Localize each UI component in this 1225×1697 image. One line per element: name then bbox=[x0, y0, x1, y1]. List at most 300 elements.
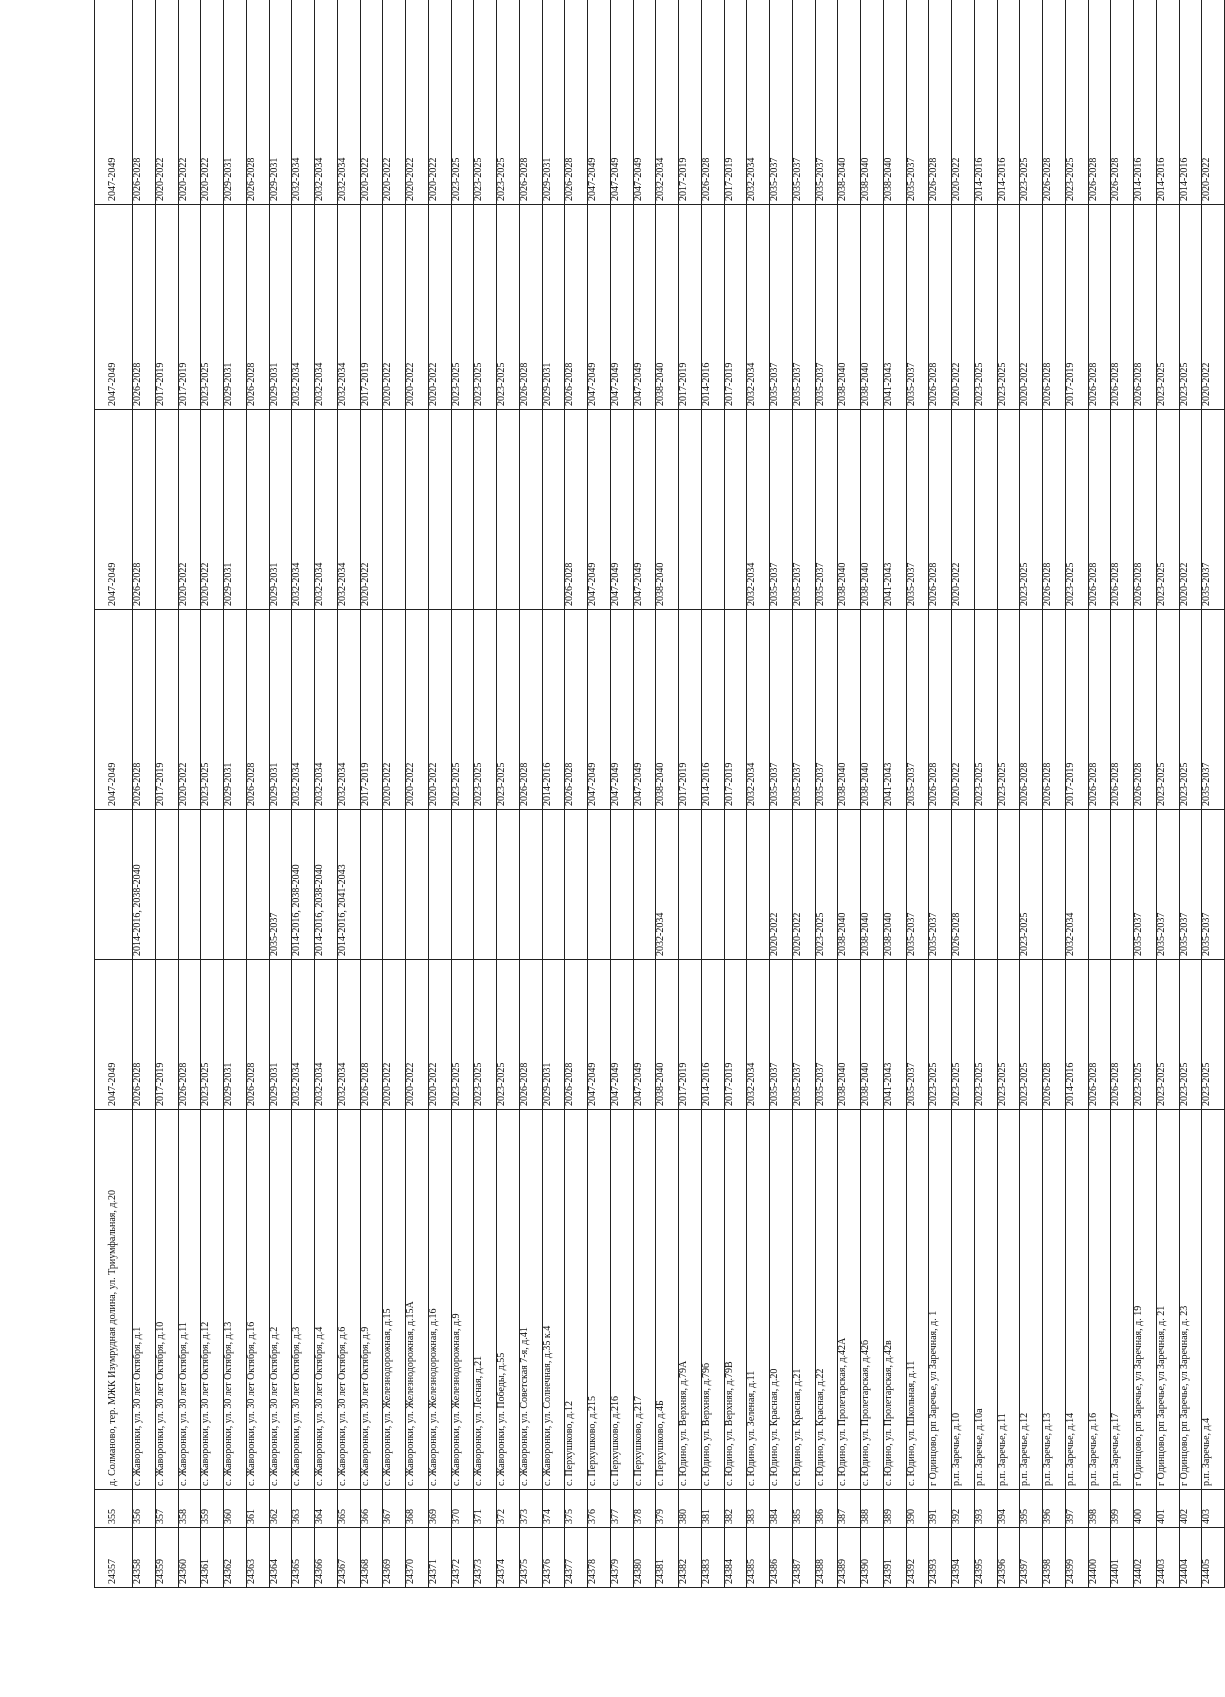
year-range-1-cell: 2041-2043 bbox=[883, 960, 906, 1110]
year-range-2-cell bbox=[178, 810, 201, 960]
year-range-5-cell: 2047-2049 bbox=[588, 205, 611, 410]
year-range-6-cell: 2032-2034 bbox=[315, 0, 338, 205]
year-range-2-cell bbox=[1111, 810, 1134, 960]
item-number-cell: 377 bbox=[610, 1490, 633, 1528]
year-range-3-cell: 2026-2028 bbox=[565, 610, 588, 810]
year-range-6-cell: 2014-2016 bbox=[997, 0, 1020, 205]
table-row bbox=[1134, 0, 1157, 1588]
address-cell: с. Жаворонки, ул. Лесная, д.21 bbox=[474, 1110, 497, 1490]
table-row bbox=[428, 0, 451, 1588]
table-row bbox=[610, 0, 633, 1588]
year-range-3-cell: 2047-2049 bbox=[95, 610, 133, 810]
year-range-1-cell: 2026-2028 bbox=[519, 960, 542, 1110]
address-cell: с. Юдино, ул. Верхняя, д.79В bbox=[724, 1110, 747, 1490]
year-range-1-cell: 2014-2016 bbox=[701, 960, 724, 1110]
table-row bbox=[861, 0, 884, 1588]
year-range-6-cell: 2047-2049 bbox=[610, 0, 633, 205]
year-range-3-cell: 2041-2043 bbox=[883, 610, 906, 810]
row-id-cell: 24392 bbox=[906, 1528, 929, 1588]
address-cell: р.п. Заречье, д.14 bbox=[1065, 1110, 1088, 1490]
year-range-6-cell: 2020-2022 bbox=[360, 0, 383, 205]
row-id-cell: 24369 bbox=[383, 1528, 406, 1588]
address-cell: р.п. Заречье, д.13 bbox=[1043, 1110, 1066, 1490]
row-id-cell: 24366 bbox=[315, 1528, 338, 1588]
item-number-cell: 399 bbox=[1111, 1490, 1134, 1528]
year-range-6-cell: 2023-2025 bbox=[1065, 0, 1088, 205]
year-range-1-cell: 2023-2025 bbox=[974, 960, 997, 1110]
table-row bbox=[1111, 0, 1134, 1588]
address-cell: с. Юдино, ул. Красная, д.20 bbox=[770, 1110, 793, 1490]
year-range-3-cell: 2026-2028 bbox=[1088, 610, 1111, 810]
item-number-cell: 403 bbox=[1202, 1490, 1225, 1528]
year-range-1-cell: 2023-2025 bbox=[929, 960, 952, 1110]
row-id-cell: 24388 bbox=[815, 1528, 838, 1588]
year-range-3-cell: 2023-2025 bbox=[974, 610, 997, 810]
address-cell: р.п. Заречье, д.11 bbox=[997, 1110, 1020, 1490]
address-cell: с. Жаворонки, ул. 30 лет Октября, д.2 bbox=[269, 1110, 292, 1490]
year-range-6-cell: 2023-2025 bbox=[474, 0, 497, 205]
row-id-cell: 24385 bbox=[747, 1528, 770, 1588]
year-range-1-cell: 2032-2034 bbox=[337, 960, 360, 1110]
year-range-4-cell: 2026-2028 bbox=[1134, 410, 1157, 610]
item-number-cell: 391 bbox=[929, 1490, 952, 1528]
year-range-3-cell: 2023-2025 bbox=[1156, 610, 1179, 810]
item-number-cell: 395 bbox=[1020, 1490, 1043, 1528]
year-range-3-cell: 2038-2040 bbox=[838, 610, 861, 810]
item-number-cell: 357 bbox=[155, 1490, 178, 1528]
year-range-6-cell: 2038-2040 bbox=[883, 0, 906, 205]
table-row bbox=[224, 0, 247, 1588]
year-range-2-cell: 2014-2016, 2041-2043 bbox=[337, 810, 360, 960]
year-range-2-cell bbox=[565, 810, 588, 960]
table-row bbox=[701, 0, 724, 1588]
year-range-2-cell: 2032-2034 bbox=[656, 810, 679, 960]
year-range-5-cell: 2029-2031 bbox=[224, 205, 247, 410]
address-cell: с. Перхушково, д.12 bbox=[565, 1110, 588, 1490]
year-range-6-cell: 2020-2022 bbox=[952, 0, 975, 205]
item-number-cell: 379 bbox=[656, 1490, 679, 1528]
item-number-cell: 397 bbox=[1065, 1490, 1088, 1528]
row-id-cell: 24359 bbox=[155, 1528, 178, 1588]
item-number-cell: 400 bbox=[1134, 1490, 1157, 1528]
year-range-1-cell: 2029-2031 bbox=[269, 960, 292, 1110]
year-range-6-cell: 2017-2019 bbox=[724, 0, 747, 205]
year-range-4-cell bbox=[474, 410, 497, 610]
year-range-6-cell: 2020-2022 bbox=[155, 0, 178, 205]
year-range-2-cell: 2014-2016, 2038-2040 bbox=[133, 810, 156, 960]
item-number-cell: 382 bbox=[724, 1490, 747, 1528]
year-range-3-cell: 2029-2031 bbox=[269, 610, 292, 810]
year-range-6-cell: 2020-2022 bbox=[1202, 0, 1225, 205]
year-range-1-cell: 2023-2025 bbox=[1156, 960, 1179, 1110]
year-range-2-cell bbox=[428, 810, 451, 960]
table-row bbox=[952, 0, 975, 1588]
year-range-3-cell: 2035-2037 bbox=[792, 610, 815, 810]
year-range-4-cell: 2047-2049 bbox=[588, 410, 611, 610]
year-range-6-cell: 2026-2028 bbox=[133, 0, 156, 205]
row-id-cell: 24396 bbox=[997, 1528, 1020, 1588]
row-id-cell: 24370 bbox=[406, 1528, 429, 1588]
item-number-cell: 386 bbox=[815, 1490, 838, 1528]
item-number-cell: 364 bbox=[315, 1490, 338, 1528]
address-cell: с. Перхушково, д.215 bbox=[588, 1110, 611, 1490]
row-id-cell: 24400 bbox=[1088, 1528, 1111, 1588]
row-id-cell: 24357 bbox=[95, 1528, 133, 1588]
row-id-cell: 24405 bbox=[1202, 1528, 1225, 1588]
address-cell: с. Юдино, ул. Верхняя, д.79б bbox=[701, 1110, 724, 1490]
address-cell: с. Жаворонки, ул. Железнодорожная, д.16 bbox=[428, 1110, 451, 1490]
table-row bbox=[292, 0, 315, 1588]
item-number-cell: 389 bbox=[883, 1490, 906, 1528]
address-cell: р.п. Заречье, д.10а bbox=[974, 1110, 997, 1490]
year-range-2-cell: 2014-2016, 2038-2040 bbox=[315, 810, 338, 960]
address-cell: д. Солманово, тер. МЖК Изумрудная долина, ул. Триумфальная, д.20 bbox=[95, 1110, 133, 1490]
table-row bbox=[451, 0, 474, 1588]
table-row bbox=[1020, 0, 1043, 1588]
year-range-6-cell: 2014-2016 bbox=[1179, 0, 1202, 205]
table-row bbox=[724, 0, 747, 1588]
year-range-2-cell: 2032-2034 bbox=[1065, 810, 1088, 960]
address-cell: с. Юдино, ул. Пролетарская, д.42в bbox=[883, 1110, 906, 1490]
year-range-3-cell: 2032-2034 bbox=[315, 610, 338, 810]
item-number-cell: 369 bbox=[428, 1490, 451, 1528]
year-range-5-cell: 2023-2025 bbox=[451, 205, 474, 410]
year-range-1-cell: 2038-2040 bbox=[861, 960, 884, 1110]
year-range-5-cell: 2035-2037 bbox=[815, 205, 838, 410]
row-id-cell: 24402 bbox=[1134, 1528, 1157, 1588]
table-row bbox=[246, 0, 269, 1588]
item-number-cell: 392 bbox=[952, 1490, 975, 1528]
year-range-5-cell: 2026-2028 bbox=[1111, 205, 1134, 410]
year-range-5-cell: 2023-2025 bbox=[974, 205, 997, 410]
year-range-5-cell: 2038-2040 bbox=[861, 205, 884, 410]
table-row bbox=[1179, 0, 1202, 1588]
year-range-1-cell: 2023-2025 bbox=[474, 960, 497, 1110]
item-number-cell: 375 bbox=[565, 1490, 588, 1528]
item-number-cell: 363 bbox=[292, 1490, 315, 1528]
year-range-1-cell: 2026-2028 bbox=[1043, 960, 1066, 1110]
row-id-cell: 24387 bbox=[792, 1528, 815, 1588]
year-range-6-cell: 2017-2019 bbox=[679, 0, 702, 205]
year-range-5-cell: 2026-2028 bbox=[246, 205, 269, 410]
year-range-3-cell: 2023-2025 bbox=[201, 610, 224, 810]
year-range-4-cell bbox=[428, 410, 451, 610]
year-range-3-cell: 2026-2028 bbox=[1134, 610, 1157, 810]
year-range-2-cell bbox=[997, 810, 1020, 960]
row-id-cell: 24386 bbox=[770, 1528, 793, 1588]
year-range-6-cell: 2020-2022 bbox=[406, 0, 429, 205]
year-range-2-cell bbox=[383, 810, 406, 960]
year-range-2-cell: 2035-2037 bbox=[1156, 810, 1179, 960]
address-cell: с. Жаворонки, ул. 30 лет Октября, д.10 bbox=[155, 1110, 178, 1490]
row-id-cell: 24404 bbox=[1179, 1528, 1202, 1588]
year-range-3-cell: 2038-2040 bbox=[861, 610, 884, 810]
year-range-3-cell: 2020-2022 bbox=[383, 610, 406, 810]
year-range-2-cell bbox=[724, 810, 747, 960]
address-cell: с. Жаворонки, ул. Солнечная, д.35 к.4 bbox=[542, 1110, 565, 1490]
address-cell: с. Жаворонки, ул. 30 лет Октября, д.13 bbox=[224, 1110, 247, 1490]
year-range-4-cell: 2026-2028 bbox=[1088, 410, 1111, 610]
address-cell: с. Юдино, ул. Пролетарская, д.42А bbox=[838, 1110, 861, 1490]
year-range-4-cell: 2029-2031 bbox=[224, 410, 247, 610]
year-range-6-cell: 2026-2028 bbox=[1088, 0, 1111, 205]
address-cell: с. Жаворонки, ул. 30 лет Октября, д.1 bbox=[133, 1110, 156, 1490]
year-range-2-cell: 2020-2022 bbox=[770, 810, 793, 960]
year-range-1-cell: 2023-2025 bbox=[451, 960, 474, 1110]
year-range-2-cell bbox=[201, 810, 224, 960]
year-range-4-cell: 2023-2025 bbox=[1020, 410, 1043, 610]
year-range-6-cell: 2029-2031 bbox=[542, 0, 565, 205]
year-range-3-cell: 2047-2049 bbox=[633, 610, 656, 810]
year-range-4-cell bbox=[679, 410, 702, 610]
row-id-cell: 24379 bbox=[610, 1528, 633, 1588]
year-range-2-cell bbox=[497, 810, 520, 960]
year-range-1-cell: 2023-2025 bbox=[1134, 960, 1157, 1110]
table-row bbox=[383, 0, 406, 1588]
address-cell: р.п. Заречье, д.12 bbox=[1020, 1110, 1043, 1490]
year-range-6-cell: 2032-2034 bbox=[337, 0, 360, 205]
table-row bbox=[1043, 0, 1066, 1588]
row-id-cell: 24360 bbox=[178, 1528, 201, 1588]
year-range-2-cell bbox=[406, 810, 429, 960]
address-cell: р.п. Заречье, д.4 bbox=[1202, 1110, 1225, 1490]
year-range-3-cell: 2023-2025 bbox=[497, 610, 520, 810]
year-range-3-cell: 2032-2034 bbox=[747, 610, 770, 810]
year-range-2-cell: 2023-2025 bbox=[815, 810, 838, 960]
year-range-5-cell: 2017-2019 bbox=[1065, 205, 1088, 410]
year-range-5-cell: 2020-2022 bbox=[383, 205, 406, 410]
year-range-3-cell: 2023-2025 bbox=[997, 610, 1020, 810]
document-page bbox=[94, 0, 1212, 1588]
year-range-3-cell: 2023-2025 bbox=[1179, 610, 1202, 810]
year-range-2-cell bbox=[246, 810, 269, 960]
year-range-5-cell: 2023-2025 bbox=[1156, 205, 1179, 410]
year-range-4-cell: 2035-2037 bbox=[792, 410, 815, 610]
row-id-cell: 24391 bbox=[883, 1528, 906, 1588]
year-range-4-cell bbox=[155, 410, 178, 610]
year-range-4-cell: 2032-2034 bbox=[292, 410, 315, 610]
address-cell: с. Юдино, ул. Зеленая, д.11 bbox=[747, 1110, 770, 1490]
year-range-6-cell: 2029-2031 bbox=[224, 0, 247, 205]
table-row bbox=[792, 0, 815, 1588]
year-range-4-cell: 2026-2028 bbox=[1043, 410, 1066, 610]
year-range-5-cell: 2032-2034 bbox=[315, 205, 338, 410]
address-cell: р.п. Заречье, д.17 bbox=[1111, 1110, 1134, 1490]
year-range-6-cell: 2047-2049 bbox=[588, 0, 611, 205]
table-row bbox=[1156, 0, 1179, 1588]
row-id-cell: 24358 bbox=[133, 1528, 156, 1588]
year-range-6-cell: 2026-2028 bbox=[519, 0, 542, 205]
year-range-2-cell: 2038-2040 bbox=[883, 810, 906, 960]
year-range-4-cell: 2026-2028 bbox=[565, 410, 588, 610]
table-row bbox=[588, 0, 611, 1588]
table-row bbox=[679, 0, 702, 1588]
year-range-2-cell bbox=[95, 810, 133, 960]
year-range-4-cell: 2026-2028 bbox=[929, 410, 952, 610]
year-range-5-cell: 2047-2049 bbox=[633, 205, 656, 410]
year-range-6-cell: 2023-2025 bbox=[1020, 0, 1043, 205]
year-range-3-cell: 2026-2028 bbox=[1020, 610, 1043, 810]
year-range-2-cell bbox=[542, 810, 565, 960]
year-range-3-cell: 2017-2019 bbox=[155, 610, 178, 810]
item-number-cell: 373 bbox=[519, 1490, 542, 1528]
table-row bbox=[474, 0, 497, 1588]
address-cell: с. Юдино, ул. Пролетарская, д.42б bbox=[861, 1110, 884, 1490]
address-cell: с. Жаворонки, ул. Советская 7-я, д.41 bbox=[519, 1110, 542, 1490]
table-row bbox=[838, 0, 861, 1588]
year-range-6-cell: 2023-2025 bbox=[451, 0, 474, 205]
year-range-5-cell: 2026-2028 bbox=[519, 205, 542, 410]
year-range-1-cell: 2026-2028 bbox=[1111, 960, 1134, 1110]
year-range-3-cell: 2020-2022 bbox=[952, 610, 975, 810]
year-range-1-cell: 2020-2022 bbox=[406, 960, 429, 1110]
year-range-1-cell: 2038-2040 bbox=[838, 960, 861, 1110]
year-range-4-cell: 2047-2049 bbox=[633, 410, 656, 610]
row-id-cell: 24384 bbox=[724, 1528, 747, 1588]
year-range-4-cell: 2035-2037 bbox=[770, 410, 793, 610]
item-number-cell: 376 bbox=[588, 1490, 611, 1528]
year-range-1-cell: 2017-2019 bbox=[679, 960, 702, 1110]
row-id-cell: 24389 bbox=[838, 1528, 861, 1588]
address-cell: р.п. Заречье, д.10 bbox=[952, 1110, 975, 1490]
year-range-6-cell: 2047-2049 bbox=[633, 0, 656, 205]
item-number-cell: 374 bbox=[542, 1490, 565, 1528]
address-cell: с. Жаворонки, ул. Железнодорожная, д.9 bbox=[451, 1110, 474, 1490]
row-id-cell: 24363 bbox=[246, 1528, 269, 1588]
year-range-4-cell: 2029-2031 bbox=[269, 410, 292, 610]
year-range-5-cell: 2023-2025 bbox=[201, 205, 224, 410]
year-range-1-cell: 2026-2028 bbox=[360, 960, 383, 1110]
row-id-cell: 24364 bbox=[269, 1528, 292, 1588]
year-range-4-cell: 2038-2040 bbox=[656, 410, 679, 610]
table-row bbox=[906, 0, 929, 1588]
year-range-2-cell bbox=[610, 810, 633, 960]
year-range-5-cell: 2041-2043 bbox=[883, 205, 906, 410]
year-range-4-cell: 2035-2037 bbox=[815, 410, 838, 610]
year-range-4-cell bbox=[497, 410, 520, 610]
year-range-2-cell bbox=[451, 810, 474, 960]
year-range-4-cell: 2047-2049 bbox=[95, 410, 133, 610]
year-range-1-cell: 2023-2025 bbox=[1020, 960, 1043, 1110]
item-number-cell: 372 bbox=[497, 1490, 520, 1528]
table-row bbox=[929, 0, 952, 1588]
year-range-5-cell: 2014-2016 bbox=[701, 205, 724, 410]
table-row bbox=[974, 0, 997, 1588]
year-range-4-cell bbox=[451, 410, 474, 610]
year-range-3-cell: 2047-2049 bbox=[588, 610, 611, 810]
table-row bbox=[95, 0, 133, 1588]
year-range-3-cell: 2026-2028 bbox=[1111, 610, 1134, 810]
year-range-5-cell: 2032-2034 bbox=[292, 205, 315, 410]
year-range-6-cell: 2020-2022 bbox=[178, 0, 201, 205]
year-range-4-cell bbox=[519, 410, 542, 610]
row-id-cell: 24381 bbox=[656, 1528, 679, 1588]
table-row bbox=[542, 0, 565, 1588]
item-number-cell: 387 bbox=[838, 1490, 861, 1528]
item-number-cell: 359 bbox=[201, 1490, 224, 1528]
year-range-4-cell bbox=[246, 410, 269, 610]
year-range-4-cell: 2020-2022 bbox=[360, 410, 383, 610]
item-number-cell: 396 bbox=[1043, 1490, 1066, 1528]
item-number-cell: 371 bbox=[474, 1490, 497, 1528]
item-number-cell: 393 bbox=[974, 1490, 997, 1528]
year-range-3-cell: 2035-2037 bbox=[770, 610, 793, 810]
year-range-5-cell: 2029-2031 bbox=[542, 205, 565, 410]
table-row bbox=[519, 0, 542, 1588]
address-cell: г Одинцово, рп Заречье, ул Заречная, д. 1 bbox=[929, 1110, 952, 1490]
year-range-3-cell: 2032-2034 bbox=[292, 610, 315, 810]
year-range-6-cell: 2038-2040 bbox=[838, 0, 861, 205]
year-range-2-cell bbox=[679, 810, 702, 960]
year-range-1-cell: 2026-2028 bbox=[1088, 960, 1111, 1110]
year-range-1-cell: 2017-2019 bbox=[155, 960, 178, 1110]
item-number-cell: 385 bbox=[792, 1490, 815, 1528]
table-row bbox=[815, 0, 838, 1588]
year-range-4-cell bbox=[383, 410, 406, 610]
year-range-6-cell: 2020-2022 bbox=[383, 0, 406, 205]
year-range-4-cell: 2035-2037 bbox=[906, 410, 929, 610]
year-range-3-cell: 2017-2019 bbox=[1065, 610, 1088, 810]
table-row bbox=[178, 0, 201, 1588]
year-range-5-cell: 2038-2040 bbox=[656, 205, 679, 410]
year-range-4-cell: 2035-2037 bbox=[1202, 410, 1225, 610]
year-range-3-cell: 2038-2040 bbox=[656, 610, 679, 810]
year-range-2-cell bbox=[155, 810, 178, 960]
year-range-4-cell bbox=[542, 410, 565, 610]
year-range-3-cell: 2017-2019 bbox=[679, 610, 702, 810]
year-range-3-cell: 2029-2031 bbox=[224, 610, 247, 810]
year-range-6-cell: 2026-2028 bbox=[1043, 0, 1066, 205]
item-number-cell: 368 bbox=[406, 1490, 429, 1528]
year-range-2-cell bbox=[633, 810, 656, 960]
row-id-cell: 24376 bbox=[542, 1528, 565, 1588]
address-cell: с. Юдино, ул. Красная, д.21 bbox=[792, 1110, 815, 1490]
year-range-5-cell: 2032-2034 bbox=[337, 205, 360, 410]
row-id-cell: 24378 bbox=[588, 1528, 611, 1588]
year-range-1-cell: 2047-2049 bbox=[95, 960, 133, 1110]
year-range-3-cell: 2032-2034 bbox=[337, 610, 360, 810]
address-cell: с. Жаворонки, ул. 30 лет Октября, д.16 bbox=[246, 1110, 269, 1490]
table-row bbox=[337, 0, 360, 1588]
year-range-3-cell: 2035-2037 bbox=[1202, 610, 1225, 810]
year-range-3-cell: 2023-2025 bbox=[474, 610, 497, 810]
row-id-cell: 24399 bbox=[1065, 1528, 1088, 1588]
table-row bbox=[1088, 0, 1111, 1588]
year-range-2-cell: 2026-2028 bbox=[952, 810, 975, 960]
address-cell: г Одинцово, рп Заречье, ул Заречная, д. 23 bbox=[1179, 1110, 1202, 1490]
year-range-3-cell: 2017-2019 bbox=[724, 610, 747, 810]
row-id-cell: 24365 bbox=[292, 1528, 315, 1588]
year-range-5-cell: 2020-2022 bbox=[428, 205, 451, 410]
item-number-cell: 401 bbox=[1156, 1490, 1179, 1528]
year-range-5-cell: 2035-2037 bbox=[770, 205, 793, 410]
year-range-6-cell: 2026-2028 bbox=[565, 0, 588, 205]
year-range-5-cell: 2020-2022 bbox=[1020, 205, 1043, 410]
table-row bbox=[201, 0, 224, 1588]
year-range-5-cell: 2029-2031 bbox=[269, 205, 292, 410]
year-range-1-cell: 2020-2022 bbox=[428, 960, 451, 1110]
year-range-6-cell: 2032-2034 bbox=[747, 0, 770, 205]
table-row bbox=[1202, 0, 1225, 1588]
year-range-4-cell: 2023-2025 bbox=[1156, 410, 1179, 610]
year-range-6-cell: 2032-2034 bbox=[656, 0, 679, 205]
year-range-6-cell: 2026-2028 bbox=[929, 0, 952, 205]
year-range-5-cell: 2023-2025 bbox=[997, 205, 1020, 410]
year-range-5-cell: 2017-2019 bbox=[679, 205, 702, 410]
year-range-2-cell bbox=[519, 810, 542, 960]
table-row bbox=[315, 0, 338, 1588]
year-range-4-cell: 2026-2028 bbox=[133, 410, 156, 610]
